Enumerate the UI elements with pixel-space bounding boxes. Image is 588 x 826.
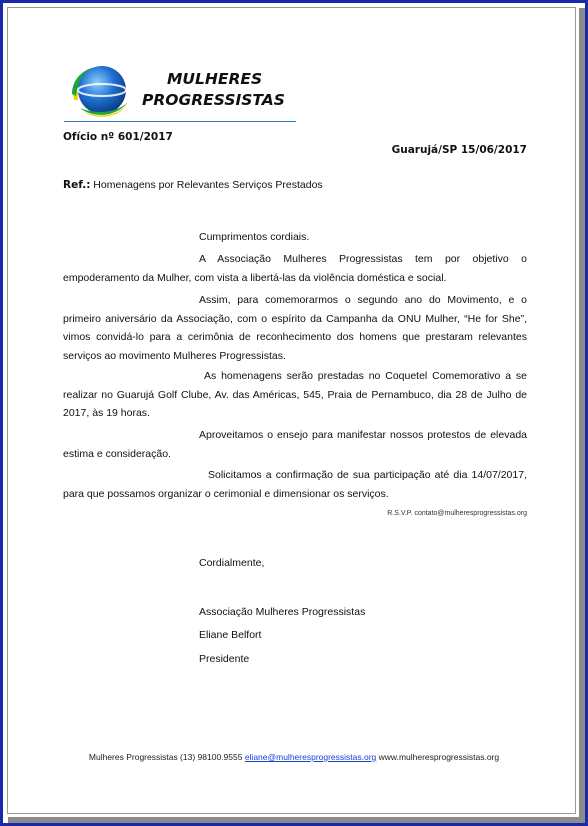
logo-underline [64,121,296,122]
footer-prefix: Mulheres Progressistas (13) 98100.9555 [88,752,245,762]
ref-line [63,178,323,192]
place-date: Guarujá/SP 15/06/2017 [391,144,527,156]
signature-name: Eliane Belfort [199,629,262,641]
signature-org: Associação Mulheres Progressistas [199,606,366,618]
paragraph-3: As homenagens serão prestadas no Coquetel Comemorativo a se realizar no Guarujá Golf Clube, Av. das Américas, 545, Praia de Pernambuco, dia 28 de Julho de 2017, às 19 horas. [63,370,527,419]
globe-logo-icon [68,60,132,120]
page-shadow-right [579,8,585,823]
greeting: Cumprimentos cordiais. [199,231,310,243]
ref-text: Homenagens por Relevantes Serviços Prestados [90,179,323,191]
page-shadow-bottom [8,817,585,823]
closing: Cordialmente, [199,557,265,569]
paragraph-4: Aproveitamos o ensejo para manifestar nossos protestos de elevada estima e consideração. [63,429,527,460]
brand-line-2: PROGRESSISTAS [142,91,285,109]
brand-line-1: MULHERES [167,70,263,88]
footer [0,752,588,762]
ref-label: Ref.: [63,179,91,191]
footer-email-link[interactable]: eliane@mulheresprogressistas.org [244,752,377,762]
brand-name [140,69,300,111]
footer-website[interactable]: www.mulheresprogressistas.org [376,752,500,762]
rsvp-contact: R.S.V.P. contato@mulheresprogressistas.org [387,510,527,517]
reference-number: Ofício nº 601/2017 [63,131,173,143]
paragraph-2: Assim, para comemorarmos o segundo ano do Movimento, e o primeiro aniversário da Associação, com o espírito da Campanha da ONU Mulher, “He for She”, vimos convidá-lo para a cerimônia de reconhecimento dos homens que prestaram relevantes serviços ao movimento Mulheres Progressistas. [63,294,527,362]
signature-title: Presidente [199,653,250,665]
paragraph-1: A Associação Mulheres Progressistas tem por objetivo o empoderamento da Mulher, com vista a libertá-las da violência doméstica e social. [63,253,527,284]
paragraph-5: Solicitamos a confirmação de sua participação até dia 14/07/2017, para que possamos organizar o cerimonial e dimensionar os serviços. [63,469,527,500]
